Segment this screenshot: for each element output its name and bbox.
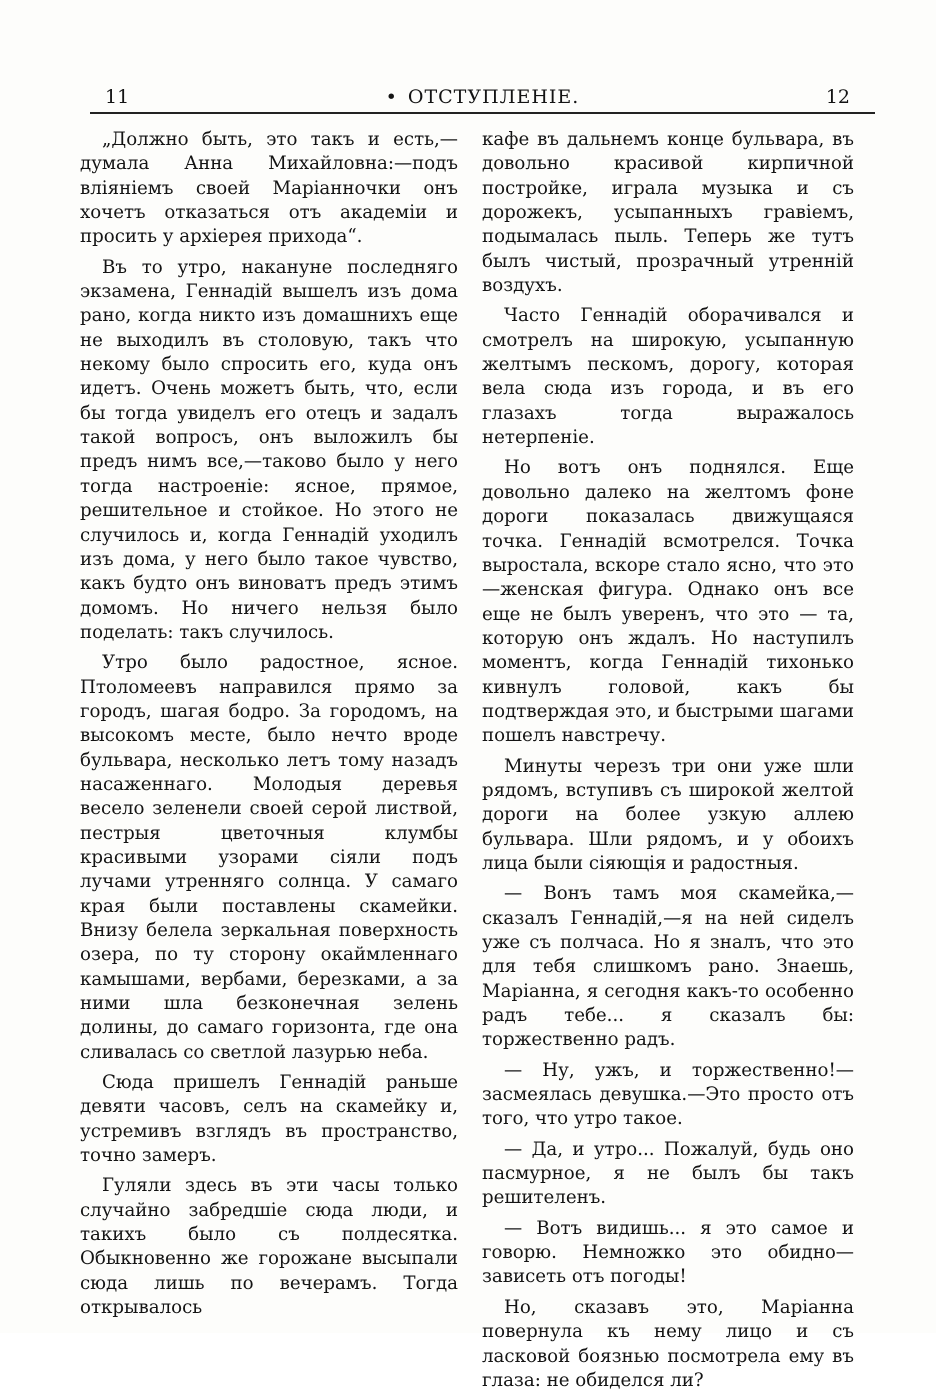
- dialogue-paragraph: — Да, и утро... Пожалуй, будь оно пасмурное, я не былъ бы такъ решителенъ.: [482, 1138, 854, 1209]
- paragraph: Часто Геннадій оборачивался и смотрелъ на широкую, усыпанную желтымъ пескомъ, дорогу, которая вела сюда изъ города, и въ его глазахъ тогда выражалось нетерпеніе.: [482, 305, 854, 449]
- paragraph: Въ то утро, накануне последняго экзамена, Геннадій вышелъ изъ дома рано, когда никто изъ домашнихъ еще не выходилъ въ столовую, такъ что некому было спросить его, куда онъ идетъ. Очень можетъ быть, что, если бы тогда увиделъ его отецъ и задалъ такой вопросъ, онъ выложилъ бы предъ нимъ все,—таково было у него тогда настроеніе: ясное, прямое, решительное и стойкое. Но этого не случилось и, когда Геннадій уходилъ изъ дома, у него было такое чувство, какъ будто онъ виноватъ предъ этимъ домомъ. Но ничего нельзя было поделать: такъ случилось.: [80, 256, 458, 643]
- right-column: [482, 128, 854, 1399]
- paragraph: Утро было радостное, ясное. Птоломеевъ направился прямо за городъ, шагая бодро. За городомъ, на высокомъ месте, было нечто вроде бульвара, несколько летъ тому назадъ насаженнаго. Молодыя деревья весело зеленели своей серой листвой, пестрыя цветочныя клумбы красивыми узорами сіяли подъ лучами утренняго солнца. У самаго края были поставлены скамейки. Внизу белела зеркальная поверхность озера, по ту сторону окаймленнаго камышами, вербами, березками, а за ними шла безконечная зелень долины, до самаго горизонта, где она сливалась со светлой лазурью неба.: [80, 652, 458, 1063]
- paragraph-continuation: кафе въ дальнемъ конце бульвара, въ довольно красивой кирпичной постройке, играла музыка и съ дорожекъ, усыпанныхъ гравіемъ, подымалась пыль. Теперь же тутъ былъ чистый, прозрачный утренній воздухъ.: [482, 129, 854, 297]
- paragraph: Гуляли здесь въ эти часы только случайно забредшіе сюда люди, и такихъ было съ полдесятка. Обыкновенно же горожане высыпали сюда лишь по вечерамъ. Тогда открывалось: [80, 1175, 458, 1319]
- page-number-right: 12: [825, 86, 850, 108]
- paragraph: Минуты черезъ три они уже шли рядомъ, вступивъ съ широкой желтой дороги на более узкую аллею бульвара. Шли рядомъ, и у обоихъ лица были сіяющія и радостныя.: [482, 755, 854, 874]
- dialogue-paragraph: — Ну, ужъ, и торжественно!—засмеялась девушка.—Это просто отъ того, что утро такое.: [482, 1059, 854, 1130]
- running-header: [95, 84, 870, 114]
- page-number-left: 11: [105, 86, 130, 108]
- paragraph: Но вотъ онъ поднялся. Еще довольно далеко на желтомъ фоне дороги показалась движущаяся точка. Геннадій всмотрелся. Точка выростала, вскоре стало ясно, что это—женская фигура. Однако онъ все еще не былъ уверенъ, что это — та, которую онъ ждалъ. Но наступилъ моментъ, когда Геннадій тихонько кивнулъ головой, какъ бы подтверждая это, и быстрыми шагами пошелъ навстречу.: [482, 457, 854, 747]
- header-bullet: •: [385, 86, 398, 108]
- left-column: [80, 128, 458, 1327]
- chapter-title: ОТСТУПЛЕНІЕ.: [407, 86, 580, 108]
- paragraph: Сюда пришелъ Геннадій раньше девяти часовъ, селъ на скамейку и, устремивъ взглядъ въ пространство, точно замеръ.: [80, 1072, 458, 1167]
- running-title: [95, 84, 870, 110]
- paragraph: Но, сказавъ это, Маріанна повернула къ нему лицо и съ ласковой боязнью посмотрела ему въ глаза: не обиделся ли?: [482, 1296, 854, 1391]
- dialogue-paragraph: — Вотъ видишь... я это самое и говорю. Немножко это обидно—зависеть отъ погоды!: [482, 1217, 854, 1288]
- paragraph: „Должно быть, это такъ и есть,—думала Анна Михайловна:—подъ вліяніемъ своей Маріанночки онъ хочетъ отказаться отъ академіи и просить у архіерея прихода“.: [80, 129, 458, 248]
- header-rule: [90, 112, 875, 114]
- dialogue-paragraph: — Вонъ тамъ моя скамейка,—сказалъ Геннадій,—я на ней сиделъ уже съ полчаса. Но я зналъ, что это для тебя слишкомъ рано. Знаешь, Маріанна, я сегодня какъ-то особенно радъ тебе... я сказалъ бы: торжественно радъ.: [482, 883, 854, 1051]
